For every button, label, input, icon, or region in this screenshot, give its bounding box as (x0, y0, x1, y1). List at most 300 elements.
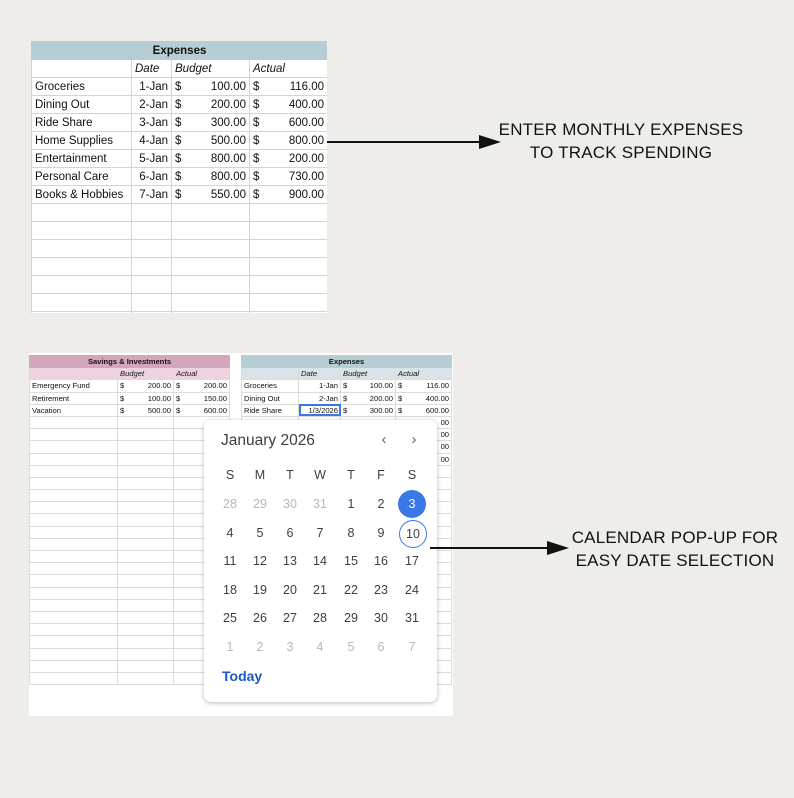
budget-amount: 200.00 (369, 393, 393, 403)
table-row (30, 624, 230, 636)
empty-cell[interactable] (32, 222, 132, 240)
empty-cell[interactable] (132, 312, 172, 314)
calendar-day[interactable]: 25 (223, 611, 237, 626)
budget-value (343, 405, 393, 416)
currency-symbol: $ (175, 170, 182, 183)
column-header-category (242, 368, 299, 380)
table-row (242, 392, 452, 404)
actual-value (253, 117, 324, 129)
empty-cell[interactable] (30, 636, 118, 648)
calendar-day[interactable]: 20 (283, 582, 297, 597)
calendar-day[interactable]: 6 (377, 640, 385, 654)
arrow-icon (327, 132, 502, 152)
chevron-right-icon[interactable]: › (411, 431, 417, 448)
empty-cell[interactable] (118, 465, 174, 477)
empty-cell[interactable] (32, 312, 132, 314)
actual-cell[interactable] (174, 392, 230, 404)
actual-cell[interactable] (250, 186, 328, 204)
actual-cell[interactable] (174, 380, 230, 392)
actual-value (398, 393, 449, 404)
currency-symbol: $ (175, 152, 182, 165)
weekday-label: F (377, 468, 385, 482)
empty-cell[interactable] (132, 258, 172, 276)
category-cell[interactable]: Ride Share (32, 114, 132, 132)
calendar-day[interactable]: 31 (313, 497, 327, 511)
date-cell[interactable]: 5-Jan (132, 150, 172, 168)
category-cell[interactable]: Groceries (242, 380, 299, 392)
calendar-day[interactable]: 8 (347, 525, 355, 540)
actual-cell[interactable] (396, 404, 452, 416)
table-row (30, 563, 230, 575)
expenses-table (31, 41, 327, 313)
category-cell[interactable]: Ride Share (242, 404, 299, 416)
empty-cell[interactable] (118, 429, 174, 441)
budget-cell[interactable] (172, 96, 250, 114)
chevron-left-icon[interactable]: ‹ (381, 431, 387, 448)
empty-cell[interactable] (118, 636, 174, 648)
empty-cell[interactable] (250, 240, 328, 258)
date-cell[interactable]: 3-Jan (132, 114, 172, 132)
column-header-budget: Budget (341, 368, 396, 380)
actual-amount: 900.00 (288, 188, 325, 201)
table-row (32, 240, 328, 258)
table-row (32, 294, 328, 312)
budget-amount: 300.00 (210, 116, 246, 129)
table-row (32, 168, 328, 186)
budget-cell[interactable] (118, 404, 174, 416)
table-row (32, 186, 328, 204)
currency-symbol: $ (176, 405, 181, 415)
calendar-day[interactable]: 28 (223, 497, 237, 511)
empty-cell[interactable] (132, 240, 172, 258)
table-row (30, 453, 230, 465)
date-cell[interactable]: 4-Jan (132, 132, 172, 150)
empty-cell[interactable] (118, 416, 174, 428)
calendar-day[interactable]: 5 (256, 525, 264, 540)
date-picker-popup (204, 420, 437, 702)
budget-value (175, 99, 246, 111)
date-cell[interactable]: 7-Jan (132, 186, 172, 204)
column-header-category (30, 368, 118, 380)
calendar-day[interactable]: 30 (283, 497, 297, 511)
empty-cell[interactable] (30, 502, 118, 514)
table-row (32, 258, 328, 276)
empty-cell[interactable] (118, 502, 174, 514)
empty-cell[interactable] (30, 429, 118, 441)
empty-cell[interactable] (30, 672, 118, 684)
table-row (30, 599, 230, 611)
budget-cell[interactable] (341, 392, 396, 404)
budget-cell[interactable] (172, 168, 250, 186)
budget-amount: 500.00 (210, 134, 246, 147)
calendar-day[interactable]: 29 (253, 497, 267, 511)
table-row (30, 490, 230, 502)
calendar-day[interactable]: 30 (374, 611, 388, 626)
currency-symbol: $ (175, 188, 182, 201)
date-cell[interactable]: 6-Jan (132, 168, 172, 186)
empty-cell[interactable] (118, 453, 174, 465)
table-row (32, 114, 328, 132)
budget-cell[interactable] (118, 392, 174, 404)
actual-cell[interactable]: 00 (396, 429, 452, 441)
currency-symbol: $ (253, 116, 260, 129)
empty-cell[interactable] (118, 490, 174, 502)
column-header-actual: Actual (396, 368, 452, 380)
empty-cell[interactable] (172, 222, 250, 240)
calendar-day[interactable]: 4 (226, 525, 234, 540)
weekday-label: S (407, 468, 417, 482)
calendar-day[interactable]: 1 (226, 640, 234, 654)
weekday-label: T (286, 468, 294, 482)
currency-symbol: $ (253, 152, 260, 165)
empty-cell[interactable] (118, 514, 174, 526)
table-row (30, 636, 230, 648)
actual-cell[interactable] (250, 96, 328, 114)
empty-cell[interactable] (30, 551, 118, 563)
empty-cell[interactable] (250, 222, 328, 240)
actual-cell[interactable] (396, 380, 452, 392)
empty-cell[interactable] (118, 599, 174, 611)
savings-table (29, 355, 230, 685)
empty-cell[interactable] (172, 276, 250, 294)
calendar-day[interactable]: 11 (223, 554, 237, 569)
actual-amount: 600.00 (203, 405, 228, 415)
actual-amount: 800.00 (288, 134, 325, 147)
actual-amount: 600.00 (425, 405, 450, 415)
empty-cell[interactable] (30, 563, 118, 575)
table-row (32, 96, 328, 114)
calendar-day[interactable]: 6 (286, 525, 294, 540)
calendar-day[interactable]: 31 (405, 611, 419, 626)
annotation-line: ENTER MONTHLY EXPENSES (498, 120, 744, 139)
savings-title: Savings & Investments (30, 356, 230, 368)
actual-value (176, 380, 227, 391)
actual-cell[interactable]: 00 (396, 453, 452, 465)
currency-symbol: $ (343, 393, 348, 403)
calendar-month-label: January 2026 (221, 432, 315, 449)
empty-cell[interactable] (118, 672, 174, 684)
currency-symbol: $ (253, 98, 260, 111)
table-row (32, 276, 328, 294)
budget-amount: 300.00 (369, 405, 393, 415)
empty-cell[interactable] (118, 477, 174, 489)
budget-value (120, 405, 171, 416)
calendar-day[interactable]: 28 (313, 611, 327, 626)
empty-cell[interactable] (32, 258, 132, 276)
table-row (32, 78, 328, 96)
column-header-date: Date (299, 368, 341, 380)
empty-cell[interactable] (172, 204, 250, 222)
currency-symbol: $ (176, 381, 181, 391)
calendar-day[interactable]: 17 (405, 554, 419, 569)
calendar-day[interactable]: 21 (313, 582, 327, 597)
category-cell[interactable]: Entertainment (32, 150, 132, 168)
empty-cell[interactable] (32, 294, 132, 312)
budget-amount: 100.00 (147, 393, 171, 403)
empty-cell[interactable] (118, 587, 174, 599)
empty-cell[interactable] (250, 294, 328, 312)
category-cell[interactable]: Groceries (32, 78, 132, 96)
calendar-day[interactable]: 13 (283, 554, 297, 569)
empty-cell[interactable] (30, 453, 118, 465)
date-cell[interactable]: 2-Jan (299, 392, 341, 404)
calendar-day[interactable]: 24 (405, 582, 419, 597)
column-header-actual: Actual (250, 60, 328, 78)
date-cell[interactable]: 2-Jan (132, 96, 172, 114)
empty-cell[interactable] (30, 599, 118, 611)
actual-value (176, 405, 227, 416)
calendar-day[interactable]: 23 (374, 582, 388, 597)
empty-cell[interactable] (172, 258, 250, 276)
calendar-day[interactable]: 2 (377, 497, 385, 511)
table-header-row (32, 60, 328, 78)
empty-cell[interactable] (30, 538, 118, 550)
category-cell[interactable]: Vacation (30, 404, 118, 416)
category-cell[interactable]: Dining Out (242, 392, 299, 404)
empty-cell[interactable] (118, 575, 174, 587)
date-cell[interactable]: 1-Jan (299, 380, 341, 392)
expenses-annotation (488, 118, 754, 164)
calendar-day[interactable]: 3 (286, 640, 294, 654)
calendar-day[interactable]: 5 (347, 640, 355, 654)
calendar-day[interactable]: 14 (313, 554, 327, 569)
actual-amount: 400.00 (288, 98, 325, 111)
weekday-label: S (225, 468, 235, 482)
category-cell[interactable]: Emergency Fund (30, 380, 118, 392)
budget-cell[interactable] (172, 132, 250, 150)
actual-value (398, 380, 449, 391)
table-row (32, 204, 328, 222)
currency-symbol: $ (398, 405, 403, 415)
budget-value (120, 380, 171, 391)
currency-symbol: $ (120, 405, 125, 415)
empty-cell[interactable] (30, 477, 118, 489)
currency-symbol: $ (253, 134, 260, 147)
budget-value (343, 393, 393, 404)
currency-symbol: $ (398, 393, 403, 403)
empty-cell[interactable] (172, 312, 250, 314)
budget-amount: 200.00 (210, 98, 246, 111)
table-row (30, 575, 230, 587)
table-row (30, 465, 230, 477)
table-row (30, 416, 230, 428)
category-cell[interactable]: Dining Out (32, 96, 132, 114)
category-cell[interactable]: Books & Hobbies (32, 186, 132, 204)
empty-cell[interactable] (250, 276, 328, 294)
currency-symbol: $ (253, 188, 260, 201)
currency-symbol: $ (120, 393, 125, 403)
table-row (30, 380, 230, 392)
calendar-day[interactable]: 16 (374, 554, 388, 569)
table-row (242, 380, 452, 392)
budget-cell[interactable] (172, 78, 250, 96)
empty-cell[interactable] (118, 526, 174, 538)
actual-cell[interactable]: 00 (396, 441, 452, 453)
actual-amount: 400.00 (425, 393, 450, 403)
empty-cell[interactable] (118, 441, 174, 453)
empty-cell[interactable] (30, 587, 118, 599)
actual-amount: 116.00 (289, 80, 325, 93)
weekday-label: T (347, 468, 355, 482)
empty-cell[interactable] (132, 204, 172, 222)
active-date-cell[interactable]: 1/3/2026 (299, 404, 341, 416)
table-row (242, 404, 452, 416)
currency-symbol: $ (253, 170, 260, 183)
actual-amount: 200.00 (203, 381, 228, 391)
table-row (30, 429, 230, 441)
column-header-category (32, 60, 132, 78)
table-row (30, 551, 230, 563)
budget-value (175, 81, 246, 93)
date-cell[interactable]: 1-Jan (132, 78, 172, 96)
calendar-day[interactable]: 22 (344, 582, 358, 597)
actual-cell[interactable] (396, 392, 452, 404)
currency-symbol: $ (175, 134, 182, 147)
actual-value (253, 99, 324, 111)
weekday-label: M (254, 468, 266, 482)
empty-cell[interactable] (118, 660, 174, 672)
currency-symbol: $ (398, 381, 403, 391)
budget-amount: 200.00 (147, 381, 171, 391)
empty-cell[interactable] (30, 526, 118, 538)
currency-symbol: $ (175, 116, 182, 129)
calendar-day[interactable]: 19 (253, 582, 267, 597)
actual-cell[interactable] (250, 114, 328, 132)
table-row (30, 660, 230, 672)
calendar-day[interactable]: 9 (377, 525, 385, 540)
table-row (30, 526, 230, 538)
budget-amount: 100.00 (369, 381, 393, 391)
empty-cell[interactable] (172, 240, 250, 258)
empty-cell[interactable] (250, 312, 328, 314)
actual-cell[interactable] (250, 168, 328, 186)
table-row (30, 538, 230, 550)
budget-amount: 500.00 (147, 405, 171, 415)
column-header-actual: Actual (174, 368, 230, 380)
calendar-day[interactable]: 15 (344, 554, 358, 569)
calendar-day[interactable]: 29 (344, 611, 358, 626)
calendar-day[interactable]: 12 (253, 554, 267, 569)
today-day[interactable]: 10 (399, 520, 427, 548)
calendar-day[interactable]: 26 (253, 611, 267, 626)
table-row (30, 477, 230, 489)
category-cell[interactable]: Personal Care (32, 168, 132, 186)
empty-cell[interactable] (118, 611, 174, 623)
arrow-icon (430, 538, 570, 558)
budget-cell[interactable] (172, 186, 250, 204)
actual-cell[interactable] (250, 78, 328, 96)
actual-value (253, 81, 324, 93)
expenses-title: Expenses (242, 356, 452, 368)
empty-cell[interactable] (30, 624, 118, 636)
empty-cell[interactable] (132, 222, 172, 240)
actual-cell[interactable] (250, 132, 328, 150)
calendar-day[interactable]: 2 (256, 640, 264, 654)
table-title: Expenses (32, 42, 328, 60)
calendar-day[interactable]: 27 (283, 611, 297, 626)
empty-cell[interactable] (30, 465, 118, 477)
budget-cell[interactable] (172, 150, 250, 168)
calendar-day[interactable]: 18 (223, 582, 237, 597)
calendar-day[interactable]: 1 (347, 497, 355, 511)
empty-cell[interactable] (118, 648, 174, 660)
budget-value (175, 153, 246, 165)
table-row (30, 441, 230, 453)
currency-symbol: $ (253, 80, 260, 93)
weekday-label: W (314, 468, 326, 482)
empty-cell[interactable] (30, 648, 118, 660)
empty-cell[interactable] (30, 490, 118, 502)
today-button[interactable]: Today (222, 668, 263, 684)
empty-cell[interactable] (30, 660, 118, 672)
empty-cell[interactable] (30, 575, 118, 587)
selected-day[interactable]: 3 (398, 490, 426, 518)
empty-cell[interactable] (118, 624, 174, 636)
calendar-day[interactable]: 7 (316, 525, 324, 540)
empty-cell[interactable] (32, 204, 132, 222)
calendar-annotation (560, 526, 790, 572)
currency-symbol: $ (343, 381, 348, 391)
actual-cell[interactable] (174, 404, 230, 416)
actual-value (253, 135, 324, 147)
annotation-line: EASY DATE SELECTION (575, 551, 775, 570)
empty-cell[interactable] (30, 416, 118, 428)
empty-cell[interactable] (172, 294, 250, 312)
empty-cell[interactable] (30, 441, 118, 453)
budget-cell[interactable] (341, 380, 396, 392)
table-row (30, 392, 230, 404)
budget-amount: 800.00 (210, 170, 246, 183)
empty-cell[interactable] (250, 204, 328, 222)
calendar-day[interactable]: 4 (316, 640, 324, 654)
empty-cell[interactable] (118, 538, 174, 550)
calendar-day[interactable]: 7 (408, 640, 416, 654)
empty-cell[interactable] (132, 294, 172, 312)
table-row (32, 132, 328, 150)
actual-cell[interactable]: 00 (396, 416, 452, 428)
actual-value (398, 405, 449, 416)
category-cell[interactable]: Retirement (30, 392, 118, 404)
table-row (30, 404, 230, 416)
currency-symbol: $ (175, 80, 182, 93)
empty-cell[interactable] (30, 514, 118, 526)
budget-amount: 100.00 (210, 80, 246, 93)
budget-cell[interactable] (172, 114, 250, 132)
actual-amount: 116.00 (426, 381, 450, 391)
empty-cell[interactable] (30, 611, 118, 623)
budget-value (175, 135, 246, 147)
category-cell[interactable]: Home Supplies (32, 132, 132, 150)
actual-amount: 730.00 (288, 170, 325, 183)
empty-cell[interactable] (32, 276, 132, 294)
table-row (32, 222, 328, 240)
actual-cell[interactable] (250, 150, 328, 168)
empty-cell[interactable] (32, 240, 132, 258)
empty-cell[interactable] (250, 258, 328, 276)
table-row (32, 150, 328, 168)
table-row (30, 587, 230, 599)
empty-cell[interactable] (132, 276, 172, 294)
empty-cell[interactable] (118, 551, 174, 563)
budget-value (120, 393, 171, 404)
budget-cell[interactable] (341, 404, 396, 416)
empty-cell[interactable] (118, 563, 174, 575)
column-header-budget: Budget (172, 60, 250, 78)
currency-symbol: $ (343, 405, 348, 415)
budget-cell[interactable] (118, 380, 174, 392)
currency-symbol: $ (120, 381, 125, 391)
annotation-line: CALENDAR POP-UP FOR (571, 528, 779, 547)
